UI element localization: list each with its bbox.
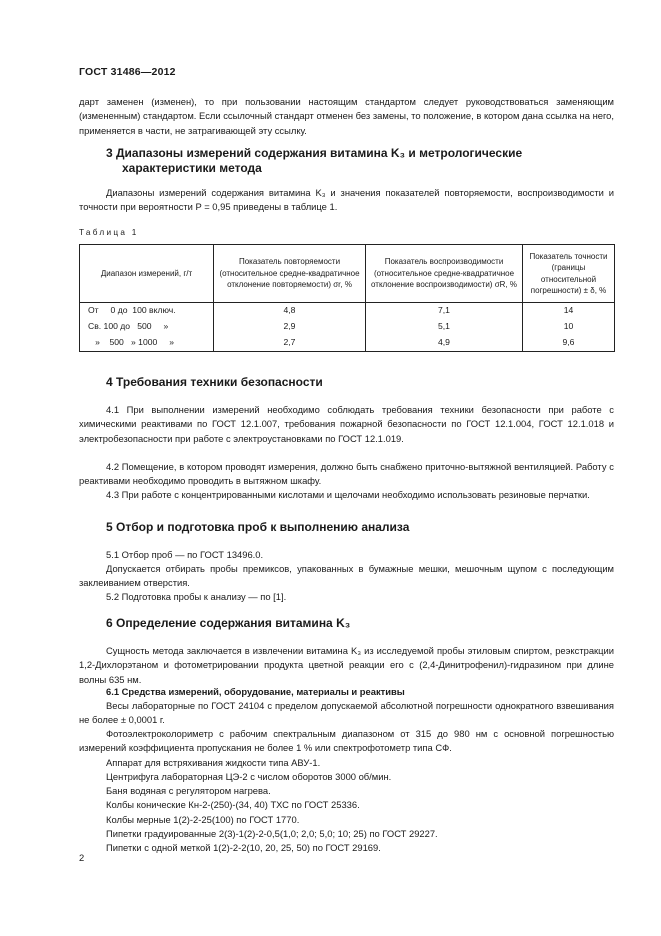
cell-accuracy: 9,6 [523, 335, 615, 352]
cell-repeatability: 2,9 [214, 319, 366, 335]
section-6-paragraph: Сущность метода заключается в извлечении витамина K₃ из исследуемой пробы этиловым спиртом, реэкстракции 1,2-Дихлорэтаном и фотометрировании продукта цветной реакции его с (2,4-Динитрофенил)-гидразином при длине волны 635 нм. [79, 645, 614, 685]
cell-repeatability: 4,8 [214, 303, 366, 320]
section-4-heading: 4 Требования техники безопасности [106, 375, 323, 389]
section-3-heading-line1: 3 Диапазоны измерений содержания витамина K₃ и метрологические [106, 146, 523, 160]
section-3-paragraph: Диапазоны измерений содержания витамина K₃ и значения показателей повторяемости, воспроизводимости и точности при вероятности P = 0,95 приведены в таблице 1. [79, 187, 614, 213]
section-6-heading: 6 Определение содержания витамина K₃ [106, 616, 351, 630]
table-row [80, 335, 615, 352]
table-row [80, 303, 615, 320]
header-reproducibility: Показатель воспроизводимости (относительное средне-квадратичное отклонение воспроизводимости) σR, % [366, 245, 523, 303]
metrology-table [79, 244, 615, 352]
section-5-paragraph-2: Допускается отбирать пробы премиксов, упакованных в бумажные мешки, мешочным щупом с последующим заклеиванием отверстия. [79, 563, 614, 589]
cell-range: Св. 100 до 500 » [80, 319, 214, 335]
document-header: ГОСТ 31486—2012 [79, 66, 176, 78]
section-5-heading: 5 Отбор и подготовка проб к выполнению анализа [106, 520, 410, 534]
section-3-heading [106, 146, 522, 176]
cell-repeatability: 2,7 [214, 335, 366, 352]
equipment-item: Колбы конические Кн-2-(250)-(34, 40) ТХС по ГОСТ 25336. [106, 799, 360, 810]
section-4-paragraph-1: 4.1 При выполнении измерений необходимо соблюдать требования техники безопасности при работе с химическими реактивами по ГОСТ 12.1.007, требования пожарной безопасности по ГОСТ 12.1.004, ГОСТ 12.1.018 и электробезопасности при работе с электроустановками по ГОСТ 12.1.019. [79, 404, 614, 444]
intro-paragraph: дарт заменен (изменен), то при пользовании настоящим стандартом следует руководствоваться заменяющим (измененным) стандартом. Если ссылочный стандарт отменен без замены, то положение, в котором дана ссылка на него, применяется в части, не затрагивающей эту ссылку. [79, 96, 614, 136]
section-6-1-heading: 6.1 Средства измерений, оборудование, материалы и реактивы [106, 686, 405, 697]
cell-reproducibility: 7,1 [366, 303, 523, 320]
equipment-item: Центрифуга лабораторная ЦЭ-2 с числом оборотов 3000 об/мин. [106, 771, 392, 782]
section-3-heading-line2: характеристики метода [122, 161, 262, 175]
section-4-paragraph-2: 4.2 Помещение, в котором проводят измерения, должно быть снабжено приточно-вытяжной вентиляцией. Работу с реактивами необходимо проводить в вытяжном шкафу. [79, 461, 614, 487]
table-caption: Таблица 1 [79, 228, 139, 237]
section-4-paragraph-3: 4.3 При работе с концентрированными кислотами и щелочами необходимо использовать резиновые перчатки. [106, 489, 590, 500]
cell-range: » 500 » 1000 » [80, 335, 214, 352]
page-number: 2 [79, 852, 85, 863]
header-range: Диапазон измерений, г/т [80, 245, 214, 303]
equipment-item: Колбы мерные 1(2)-2-25(100) по ГОСТ 1770. [106, 814, 300, 825]
equipment-item: Пипетки градуированные 2(3)-1(2)-2-0,5(1,0; 2,0; 5,0; 10; 25) по ГОСТ 29227. [106, 828, 438, 839]
equipment-item: Аппарат для встряхивания жидкости типа АВУ-1. [106, 757, 321, 768]
table-row [80, 319, 615, 335]
cell-reproducibility: 5,1 [366, 319, 523, 335]
equipment-item: Весы лабораторные по ГОСТ 24104 с пределом допускаемой абсолютной погрешности однократного взвешивания не более ± 0,0001 г. [79, 700, 614, 726]
cell-accuracy: 14 [523, 303, 615, 320]
section-5-paragraph-1: 5.1 Отбор проб — по ГОСТ 13496.0. [106, 549, 264, 560]
section-5-paragraph-3: 5.2 Подготовка пробы к анализу — по [1]. [106, 591, 287, 602]
cell-reproducibility: 4,9 [366, 335, 523, 352]
header-repeatability: Показатель повторяемости (относительное средне-квадратичное отклонение повторяемости) σr, % [214, 245, 366, 303]
equipment-item: Пипетки с одной меткой 1(2)-2-2(10, 20, 25, 50) по ГОСТ 29169. [106, 842, 381, 853]
equipment-item: Баня водяная с регулятором нагрева. [106, 785, 271, 796]
equipment-item: Фотоэлектроколориметр с рабочим спектральным диапазоном от 315 до 980 нм с основной погрешностью измерений коэффициента пропускания не более 1 % или спектрофотометр типа СФ. [79, 728, 614, 754]
header-accuracy: Показатель точности (границы относительной погрешности) ± δ, % [523, 245, 615, 303]
cell-accuracy: 10 [523, 319, 615, 335]
cell-range: От 0 до 100 включ. [80, 303, 214, 320]
table-header-row [80, 245, 615, 303]
